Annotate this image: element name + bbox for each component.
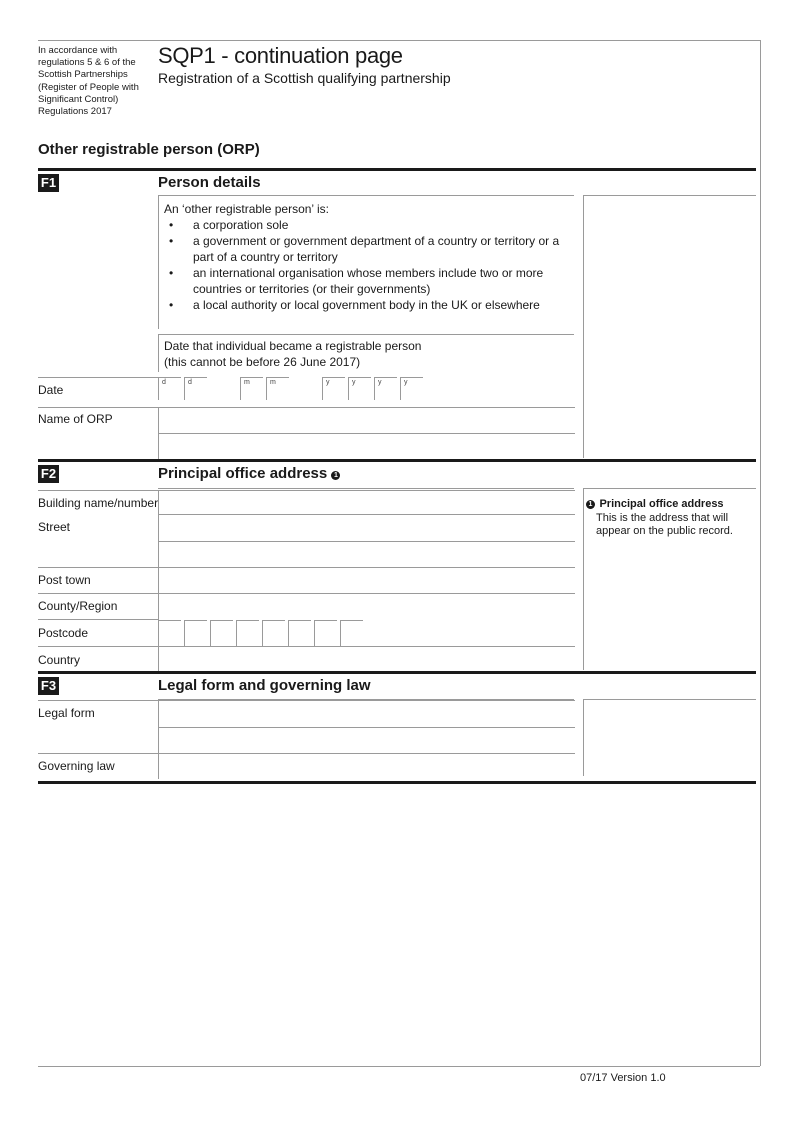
note-header <box>586 494 754 512</box>
date-year-1[interactable] <box>322 377 345 400</box>
f1-side-left <box>583 195 584 458</box>
street-field-2[interactable] <box>158 541 575 568</box>
date-label: Date <box>38 383 64 397</box>
postcode-box[interactable] <box>236 620 259 646</box>
info-icon: 1 <box>586 500 595 509</box>
box-hint: y <box>352 379 356 386</box>
f1-top-rule <box>38 168 756 171</box>
box-hint: d <box>162 379 166 386</box>
row-rule <box>38 490 158 491</box>
name-of-orp-label: Name of ORP <box>38 412 113 426</box>
f2-heading: Principal office address <box>158 465 328 482</box>
row-rule <box>38 593 158 594</box>
definition-item: • an international organisation whose members include two or more countries or territories (or their governments) <box>164 265 580 297</box>
date-day-1[interactable] <box>158 377 181 400</box>
f1-definition-left <box>158 195 159 329</box>
date-month-2[interactable] <box>266 377 289 400</box>
info-icon: 1 <box>331 471 340 480</box>
row-rule <box>38 646 158 647</box>
postcode-box[interactable] <box>184 620 207 646</box>
date-year-2[interactable] <box>348 377 371 400</box>
name-of-orp-field-2[interactable] <box>158 433 575 459</box>
postcode-box[interactable] <box>340 620 363 646</box>
postcode-label: Postcode <box>38 626 89 640</box>
post-town-field[interactable] <box>158 567 575 594</box>
date-note-left <box>158 334 159 372</box>
country-field[interactable] <box>158 646 575 671</box>
street-label: Street <box>38 520 71 534</box>
row-rule <box>38 567 158 568</box>
f1-side-rule <box>583 195 756 196</box>
note-text: This is the address that will appear on the public record. <box>596 512 733 537</box>
definition-intro: An ‘other registrable person’ is: <box>164 202 329 216</box>
f3-side-rule <box>583 699 756 700</box>
box-hint: m <box>270 379 276 386</box>
f3-heading: Legal form and governing law <box>158 677 371 694</box>
f2-heading-rule <box>158 488 574 489</box>
row-rule <box>38 700 158 701</box>
postcode-box[interactable] <box>314 620 337 646</box>
f3-bottom-rule <box>38 781 756 784</box>
country-label: Country <box>38 653 81 667</box>
date-row-rule <box>38 377 158 378</box>
governing-law-label: Governing law <box>38 759 115 773</box>
postcode-box[interactable] <box>288 620 311 646</box>
date-day-2[interactable] <box>184 377 207 400</box>
f1-badge: F1 <box>38 174 59 192</box>
box-hint: m <box>244 379 250 386</box>
box-hint: y <box>404 379 408 386</box>
box-hint: y <box>326 379 330 386</box>
box-hint: d <box>188 379 192 386</box>
date-year-3[interactable] <box>374 377 397 400</box>
f1-heading: Person details <box>158 174 261 191</box>
f2-side-left <box>583 488 584 670</box>
date-note-rule <box>158 334 574 335</box>
page-top-border <box>38 40 760 41</box>
governing-law-field[interactable] <box>158 753 575 779</box>
page-subtitle: Registration of a Scottish qualifying partnership <box>158 70 451 86</box>
f2-heading-wrap <box>158 465 340 482</box>
legal-form-label: Legal form <box>38 706 95 720</box>
f2-badge: F2 <box>38 465 59 483</box>
regulation-note: In accordance with regulations 5 & 6 of the Scottish Partnerships (Register of People with Significant Control) Regulations 2017 <box>38 45 139 118</box>
f1-heading-rule <box>158 195 574 196</box>
county-label: County/Region <box>38 599 118 613</box>
date-year-4[interactable] <box>400 377 423 400</box>
f2-side-rule <box>583 488 756 489</box>
name-of-orp-field-1[interactable] <box>158 407 575 434</box>
row-rule <box>38 753 158 754</box>
post-town-label: Post town <box>38 573 91 587</box>
row-rule <box>38 619 158 620</box>
f2-top-rule <box>38 459 756 462</box>
definition-item: • a local authority or local government body in the UK or elsewhere <box>164 297 580 313</box>
legal-form-field-1[interactable] <box>158 700 575 728</box>
street-field-1[interactable] <box>158 514 575 542</box>
legal-form-field-2[interactable] <box>158 727 575 754</box>
box-hint: y <box>378 379 382 386</box>
f3-badge: F3 <box>38 677 59 695</box>
postcode-box[interactable] <box>158 620 181 646</box>
principal-office-note <box>586 494 754 538</box>
definition-item: • a corporation sole <box>164 217 580 233</box>
date-month-1[interactable] <box>240 377 263 400</box>
f3-top-rule <box>38 671 756 674</box>
date-note: Date that individual became a registrable person (this cannot be before 26 June 2017) <box>164 339 422 369</box>
name-row-rule <box>38 407 158 408</box>
building-field[interactable] <box>158 490 575 515</box>
section-title: Other registrable person (ORP) <box>38 141 260 158</box>
note-title: Principal office address <box>599 498 724 510</box>
postcode-box[interactable] <box>210 620 233 646</box>
page-right-border <box>760 40 761 1066</box>
f3-side-left <box>583 699 584 776</box>
orp-definition <box>164 201 580 313</box>
definition-list <box>164 217 580 313</box>
building-label: Building name/number <box>38 496 159 510</box>
version-label: 07/17 Version 1.0 <box>580 1072 666 1084</box>
county-field[interactable] <box>158 593 575 620</box>
definition-item: • a government or government department of a country or territory or a part of a country or territory <box>164 233 580 265</box>
postcode-box[interactable] <box>262 620 285 646</box>
page-title: SQP1 - continuation page <box>158 43 403 68</box>
page-bottom-border <box>38 1066 760 1067</box>
